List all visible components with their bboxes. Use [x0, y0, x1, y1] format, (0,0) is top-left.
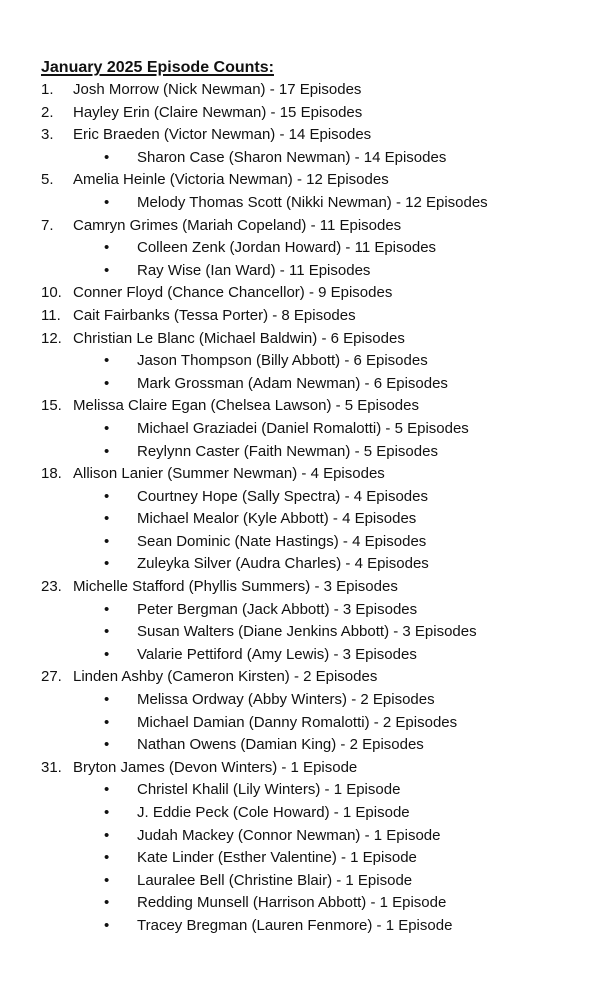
bullet-list-item: [0, 847, 610, 870]
bullet-icon: •: [104, 419, 110, 437]
list-number: 10.: [41, 284, 62, 302]
numbered-list-item: [0, 395, 610, 418]
bullet-icon: •: [104, 374, 110, 392]
numbered-list-item: [0, 124, 610, 147]
list-item-text: Sean Dominic (Nate Hastings) - 4 Episodes: [137, 532, 427, 550]
numbered-list-item: [0, 757, 610, 780]
bullet-icon: •: [104, 239, 110, 257]
list-item-text: Peter Bergman (Jack Abbott) - 3 Episodes: [137, 600, 418, 618]
list-item-text: Judah Mackey (Connor Newman) - 1 Episode: [137, 826, 441, 844]
list-item-text: Zuleyka Silver (Audra Charles) - 4 Episodes: [137, 555, 429, 573]
numbered-list-item: [0, 282, 610, 305]
list-item-text: Susan Walters (Diane Jenkins Abbott) - 3 Episodes: [137, 623, 477, 641]
numbered-list-item: [0, 328, 610, 351]
bullet-icon: •: [104, 916, 110, 934]
list-number: 7.: [41, 216, 54, 234]
bullet-list-item: [0, 192, 610, 215]
bullet-icon: •: [104, 442, 110, 460]
list-item-text: Christel Khalil (Lily Winters) - 1 Episode: [137, 781, 401, 799]
list-item-text: Colleen Zenk (Jordan Howard) - 11 Episodes: [137, 239, 437, 257]
list-number: 11.: [41, 306, 61, 324]
numbered-list-item: [0, 305, 610, 328]
list-item-text: Camryn Grimes (Mariah Copeland) - 11 Episodes: [73, 216, 402, 234]
bullet-list-item: [0, 508, 610, 531]
list-item-text: Josh Morrow (Nick Newman) - 17 Episodes: [73, 81, 362, 98]
bullet-icon: •: [104, 849, 110, 867]
bullet-list-item: [0, 644, 610, 667]
list-item-text: Nathan Owens (Damian King) - 2 Episodes: [137, 736, 424, 754]
bullet-list-item: [0, 260, 610, 283]
document: [0, 57, 610, 938]
list-item-text: Redding Munsell (Harrison Abbott) - 1 Episode: [137, 894, 447, 912]
bullet-list-item: [0, 553, 610, 576]
bullet-icon: •: [104, 691, 110, 709]
list-item-text: Reylynn Caster (Faith Newman) - 5 Episodes: [137, 442, 438, 460]
bullet-icon: •: [104, 623, 110, 641]
list-item-text: Melissa Ordway (Abby Winters) - 2 Episodes: [137, 691, 435, 709]
list-number: 3.: [41, 126, 54, 144]
bullet-list-item: [0, 486, 610, 509]
numbered-list-item: [0, 666, 610, 689]
bullet-list-item: [0, 147, 610, 170]
numbered-list-item: [0, 169, 610, 192]
list-item-text: Mark Grossman (Adam Newman) - 6 Episodes: [137, 374, 448, 392]
bullet-list-item: [0, 418, 610, 441]
list-item-text: Michael Damian (Danny Romalotti) - 2 Episodes: [137, 713, 458, 731]
numbered-list-item: [0, 215, 610, 238]
bullet-list-item: [0, 712, 610, 735]
list-item-text: Conner Floyd (Chance Chancellor) - 9 Episodes: [73, 284, 393, 302]
list-item-text: Amelia Heinle (Victoria Newman) - 12 Episodes: [73, 171, 389, 189]
numbered-list-item: [0, 463, 610, 486]
bullet-icon: •: [104, 532, 110, 550]
bullet-list-item: [0, 892, 610, 915]
bullet-list-item: [0, 531, 610, 554]
list-number: 23.: [41, 578, 62, 596]
list-item-text: Tracey Bregman (Lauren Fenmore) - 1 Episode: [137, 916, 453, 934]
bullet-list-item: [0, 599, 610, 622]
list-number: 27.: [41, 668, 62, 686]
list-item-text: Bryton James (Devon Winters) - 1 Episode: [73, 758, 358, 776]
bullet-icon: •: [104, 713, 110, 731]
list-item-text: Lauralee Bell (Christine Blair) - 1 Episode: [137, 871, 413, 889]
list-item-text: Kate Linder (Esther Valentine) - 1 Episode: [137, 849, 417, 867]
bullet-icon: •: [104, 261, 110, 279]
bullet-list-item: [0, 237, 610, 260]
bullet-list-item: [0, 441, 610, 464]
list-item-text: Michael Graziadei (Daniel Romalotti) - 5 Episodes: [137, 419, 469, 437]
numbered-list-item: [0, 79, 610, 102]
list-number: 2.: [41, 103, 54, 121]
bullet-icon: •: [104, 352, 110, 370]
list-item-text: Michael Mealor (Kyle Abbott) - 4 Episodes: [137, 510, 417, 528]
bullet-icon: •: [104, 193, 110, 211]
list-item-text: Michelle Stafford (Phyllis Summers) - 3 Episodes: [73, 578, 398, 596]
bullet-list-item: [0, 621, 610, 644]
episode-count-list: [0, 79, 610, 938]
bullet-list-item: [0, 870, 610, 893]
numbered-list-item: [0, 102, 610, 125]
bullet-icon: •: [104, 894, 110, 912]
list-item-text: Hayley Erin (Claire Newman) - 15 Episodes: [73, 103, 363, 121]
bullet-list-item: [0, 373, 610, 396]
list-item-text: Eric Braeden (Victor Newman) - 14 Episodes: [73, 126, 372, 144]
list-item-text: Cait Fairbanks (Tessa Porter) - 8 Episodes: [73, 306, 356, 324]
bullet-icon: •: [104, 600, 110, 618]
list-item-text: Jason Thompson (Billy Abbott) - 6 Episodes: [137, 352, 428, 370]
bullet-icon: •: [104, 804, 110, 821]
list-item-text: Valarie Pettiford (Amy Lewis) - 3 Episodes: [137, 645, 417, 663]
bullet-icon: •: [104, 510, 110, 528]
bullet-icon: •: [104, 736, 110, 754]
list-item-text: Ray Wise (Ian Ward) - 11 Episodes: [137, 261, 371, 279]
document-title: January 2025 Episode Counts:: [41, 59, 274, 76]
list-item-text: Linden Ashby (Cameron Kirsten) - 2 Episodes: [73, 668, 378, 686]
list-number: 18.: [41, 465, 62, 483]
list-item-text: Sharon Case (Sharon Newman) - 14 Episodes: [137, 148, 447, 166]
list-item-text: Melody Thomas Scott (Nikki Newman) - 12 Episodes: [137, 193, 488, 211]
bullet-icon: •: [104, 555, 110, 573]
bullet-icon: •: [104, 487, 110, 505]
bullet-list-item: [0, 915, 610, 938]
list-item-text: J. Eddie Peck (Cole Howard) - 1 Episode: [137, 804, 410, 821]
bullet-icon: •: [104, 871, 110, 889]
bullet-list-item: [0, 779, 610, 802]
bullet-list-item: [0, 350, 610, 373]
list-item-text: Allison Lanier (Summer Newman) - 4 Episodes: [73, 465, 385, 483]
list-item-text: Courtney Hope (Sally Spectra) - 4 Episodes: [137, 487, 428, 505]
list-number: 12.: [41, 329, 62, 347]
bullet-icon: •: [104, 148, 110, 166]
bullet-icon: •: [104, 645, 110, 663]
list-number: 5.: [41, 171, 54, 189]
list-item-text: Christian Le Blanc (Michael Baldwin) - 6 Episodes: [73, 329, 405, 347]
bullet-list-item: [0, 825, 610, 848]
bullet-list-item: [0, 689, 610, 712]
list-number: 1.: [41, 81, 54, 98]
bullet-list-item: [0, 734, 610, 757]
list-item-text: Melissa Claire Egan (Chelsea Lawson) - 5 Episodes: [73, 397, 419, 415]
numbered-list-item: [0, 576, 610, 599]
bullet-icon: •: [104, 826, 110, 844]
list-number: 15.: [41, 397, 62, 415]
bullet-icon: •: [104, 781, 110, 799]
list-number: 31.: [41, 758, 62, 776]
bullet-list-item: [0, 802, 610, 825]
